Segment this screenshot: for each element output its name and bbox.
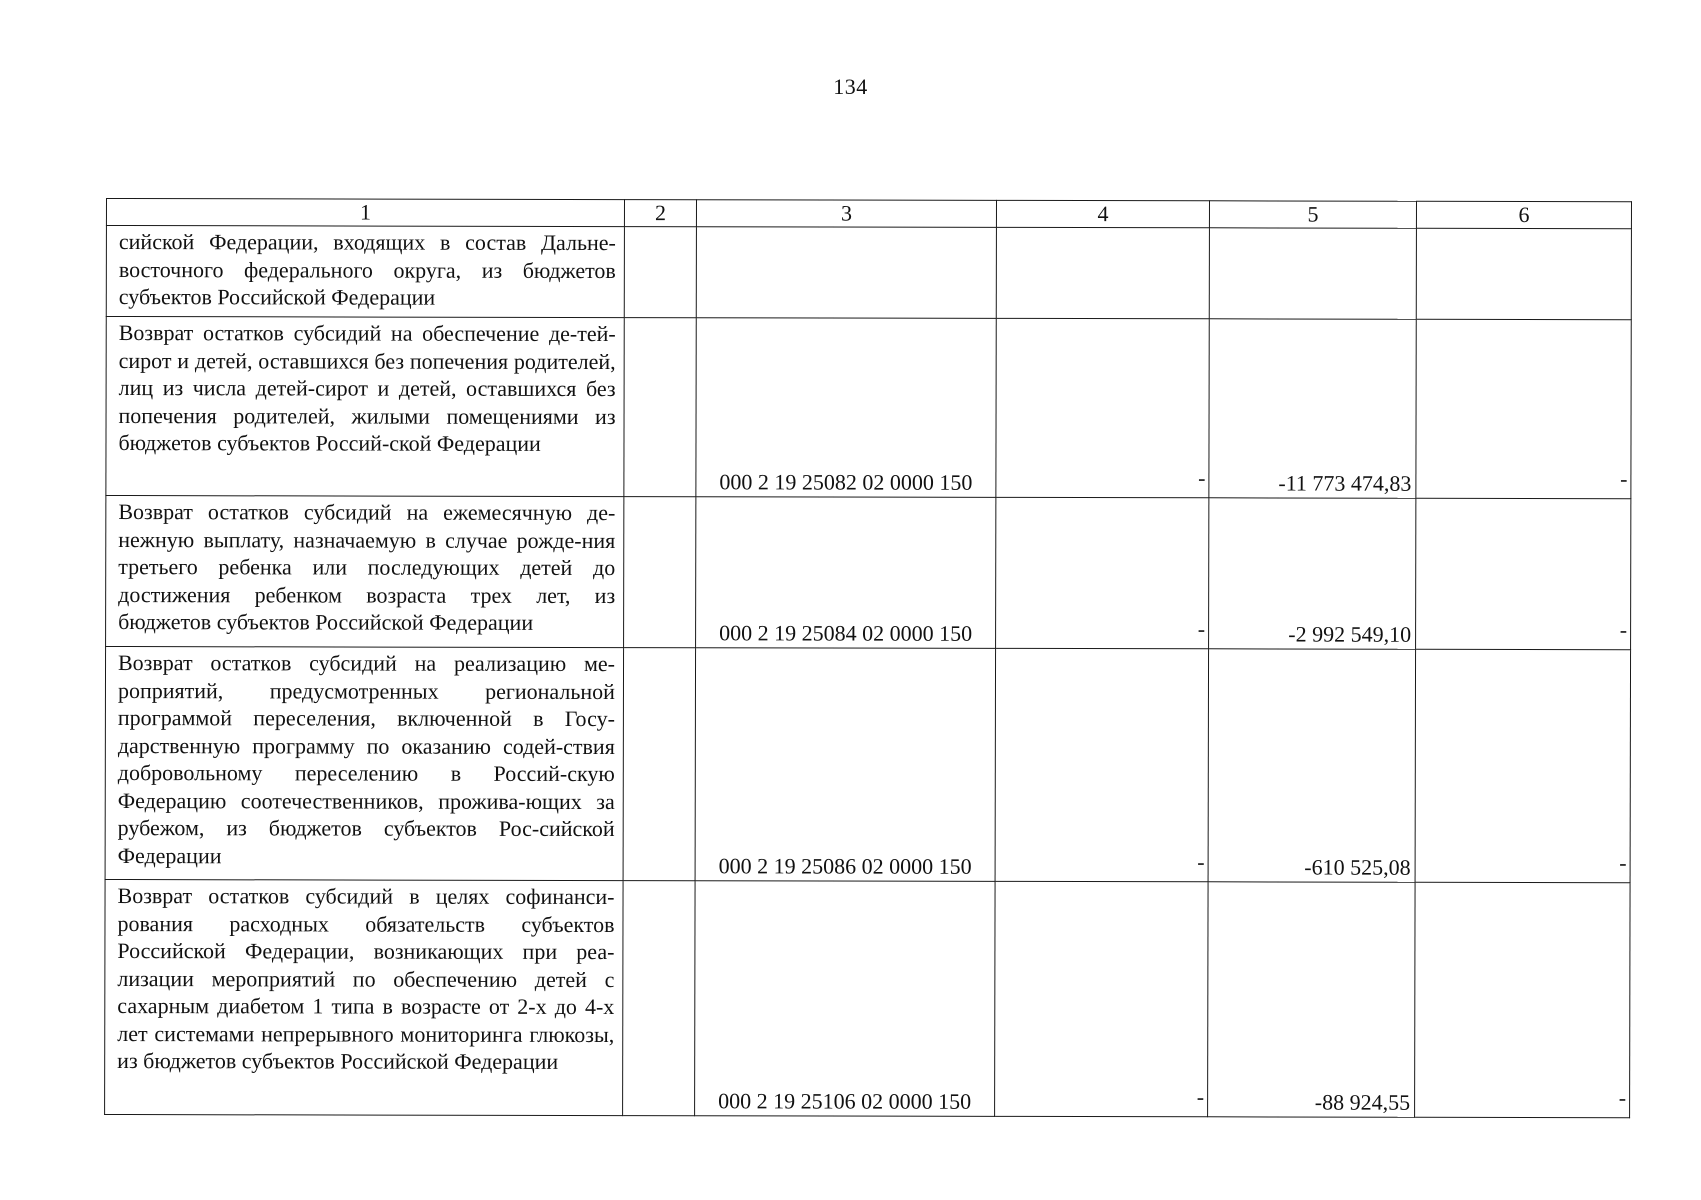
row-col4-value: -: [996, 318, 1209, 497]
row-col2: [624, 497, 696, 648]
row-col5-amount: -610 525,08: [1208, 649, 1415, 882]
row-col4-value: -: [995, 881, 1208, 1116]
row-col2: [623, 881, 695, 1116]
column-header-2: 2: [624, 200, 696, 227]
row-description: Возврат остатков субсидий на обеспечение де-тей-сирот и детей, оставшихся без попечения родителей, лиц из числа детей-сирот и детей, оставшихся без попечения родителей, жилыми помещениями из бюджетов субъектов Россий-ской Федерации: [106, 317, 624, 497]
row-col5-amount: -11 773 474,83: [1209, 319, 1416, 498]
table-row: [106, 496, 1631, 650]
row-col6-value: -: [1415, 882, 1630, 1117]
column-header-1: 1: [106, 199, 624, 227]
row-col2: [623, 648, 695, 881]
budget-table: [104, 198, 1632, 1118]
row-col2: [624, 318, 696, 497]
page-number: 134: [833, 74, 868, 99]
header-row: [106, 199, 1631, 229]
row-col6-value: [1416, 228, 1631, 319]
row-col6-value: -: [1415, 649, 1630, 882]
row-budget-code: 000 2 19 25106 02 0000 150: [695, 881, 995, 1117]
table-row: [106, 317, 1631, 499]
column-header-5: 5: [1209, 201, 1416, 228]
table-row: [106, 226, 1631, 320]
row-col6-value: -: [1416, 498, 1631, 649]
column-header-3: 3: [696, 200, 996, 228]
row-col5-amount: [1209, 228, 1416, 319]
row-description: сийской Федерации, входящих в состав Дальне-восточного федерального округа, из бюджетов субъектов Российской Федерации: [106, 226, 624, 318]
row-description: Возврат остатков субсидий в целях софинанси-рования расходных обязательств субъектов Российской Федерации, возникающих при реа-лизации мероприятий по обеспечению детей с сахарным диабетом 1 типа в возрасте от 2-х до 4-х лет системами непрерывного мониторинга глюкозы, из бюджетов субъектов Российской Федерации: [105, 879, 623, 1115]
row-col2: [624, 227, 696, 318]
column-header-6: 6: [1416, 201, 1631, 228]
row-description: Возврат остатков субсидий на реализацию ме-роприятий, предусмотренных региональной программой переселения, включенной в Госу-дарственную программу по оказанию содей-ствия добровольному переселению в Россий-скую Федерацию соотечественников, прожива-ющих за рубежом, из бюджетов субъектов Рос-сийской Федерации: [105, 647, 623, 881]
row-col4-value: -: [996, 497, 1209, 648]
table-row: [105, 879, 1630, 1117]
row-budget-code: 000 2 19 25082 02 0000 150: [696, 318, 996, 498]
row-description: Возврат остатков субсидий на ежемесячную де-нежную выплату, назначаемую в случае рожде-ния третьего ребенка или последующих детей до достижения ребенком возраста трех лет, из бюджетов субъектов Российской Федерации: [106, 496, 624, 648]
row-col4-value: -: [995, 648, 1208, 881]
table-row: [105, 647, 1630, 883]
row-budget-code: [696, 227, 996, 319]
row-col5-amount: -2 992 549,10: [1209, 498, 1416, 649]
row-col5-amount: -88 924,55: [1208, 882, 1415, 1117]
row-budget-code: 000 2 19 25086 02 0000 150: [695, 648, 995, 882]
row-col6-value: -: [1416, 319, 1631, 498]
column-header-4: 4: [996, 200, 1209, 227]
row-col4-value: [996, 227, 1209, 318]
row-budget-code: 000 2 19 25084 02 0000 150: [696, 497, 996, 649]
